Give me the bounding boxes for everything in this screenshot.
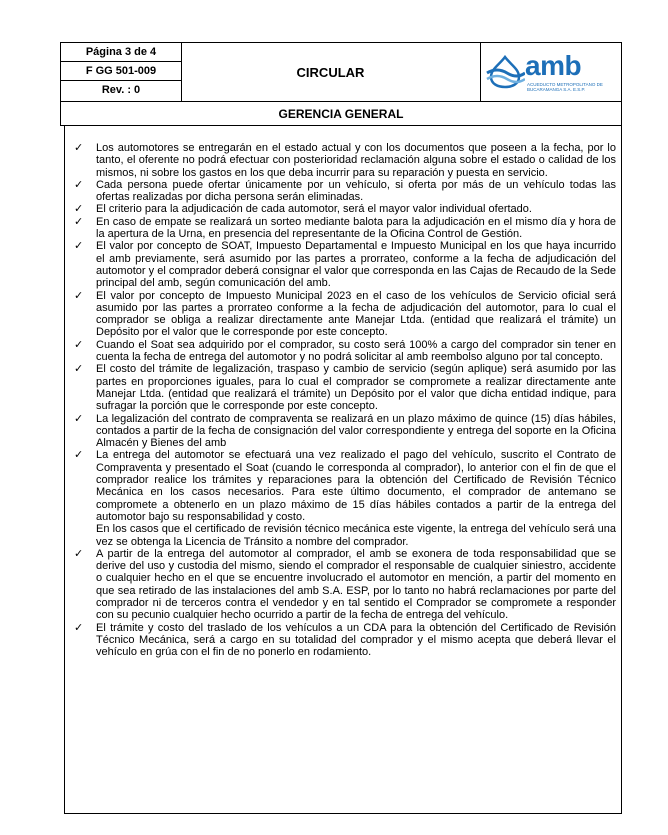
department-title: GERENCIA GENERAL [278, 106, 404, 121]
checkmark-icon: ✓ [74, 203, 84, 216]
list-item [74, 142, 616, 179]
list-item-text: Cada persona puede ofertar únicamente por un vehículo, si oferta por más de un vehículo todas las ofertas realizadas por dicha persona serán eliminadas. [96, 178, 616, 204]
checkmark-icon: ✓ [74, 240, 84, 253]
amb-logo [481, 43, 621, 102]
list-item-extra-text: En los casos que el certificado de revisión técnico mecánica este vigente, la entrega del vehículo será una vez se obtenga la Licencia de Tránsito a nombre del comprador. [96, 523, 616, 548]
list-item-text: El valor por concepto de Impuesto Municipal 2023 en el caso de los vehículos de Servicio oficial será asumido por las partes a prorrateo conforme a la fecha de adjudicación del automotor, para lo cual el comprador se obliga a realizar directamente ante Manejar Ltda. (entidad que realizará el trámite) un Depósito por el valor que le corresponde por este concepto. [96, 289, 616, 339]
water-drop-icon [485, 55, 525, 89]
checkmark-icon: ✓ [74, 142, 84, 154]
checkmark-icon: ✓ [74, 289, 84, 302]
checkmark-icon: ✓ [74, 412, 84, 425]
list-item [74, 216, 616, 241]
list-item [74, 203, 616, 215]
page-number: Página 3 de 4 [61, 43, 181, 62]
list-item-text: La legalización del contrato de compraventa se realizará en un plazo máximo de quince (15) días hábiles, contados a partir de la fecha de consignación del valor correspondiente y entrega del soporte en la Oficina Almacén y Bienes del amb [96, 412, 616, 450]
checkmark-icon: ✓ [74, 547, 84, 560]
logo-subtitle: ACUEDUCTO METROPOLITANO DE BUCARAMANGA S.A. E.S.P. [527, 82, 603, 92]
list-item-text: El trámite y costo del traslado de los vehículos a un CDA para la obtención del Certificado de Revisión Técnico Mecánica, será a cargo en su totalidad del comprador y el mismo acepta que deberá llevar el vehículo en grúa con el fin de no ponerlo en rodamiento. [96, 621, 616, 659]
list-item-text: El criterio para la adjudicación de cada automotor, será el mayor valor individual ofertado. [96, 203, 532, 216]
document-type: CIRCULAR [181, 43, 481, 102]
checkmark-icon: ✓ [74, 178, 84, 191]
list-item [74, 363, 616, 412]
list-item-text: La entrega del automotor se efectuará una vez realizado el pago del vehículo, suscrito el Contrato de Compraventa y presentado el Soat (cuando le corresponda al comprador), lo anterior con el fin de que el comprador realice los trámites y reparaciones para la obtención del Certificado de Revisión Técnico Mecánica en los casos necesarios. Para este último documento, el comprador de antemano se compromete a obtenerlo en un plazo máximo de 15 días hábiles contados a partir de la entrega del automotor bajo su responsabilidad y costo. [96, 449, 616, 523]
checkmark-icon: ✓ [74, 215, 84, 228]
list-item [74, 179, 616, 204]
list-item [74, 548, 616, 622]
checkmark-icon: ✓ [74, 621, 84, 634]
document-header [60, 42, 622, 126]
list-item-text: Los automotores se entregarán en el estado actual y con los documentos que poseen a la fecha, por lo tanto, el oferente no podrá efectuar con posterioridad reclamación alguna sobre el estado o calidad de los mismos, ni sobre los gastos en los que deba incurrir para su reparación y puesta en servicio. [96, 142, 616, 179]
document-code: F GG 501-009 [61, 62, 181, 81]
list-item-text: A partir de la entrega del automotor al comprador, el amb se exonera de toda responsabilidad que se derive del uso y custodia del mismo, siendo el comprador el responsable de cualquier siniestro, accidente o cualquier hecho en el que se encuentre involucrado el automotor en mención, a partir del momento en que sea retirado de las instalaciones del amb S.A. ESP, por lo tanto no habrá reclamaciones por parte del comprador ni de terceros contra el vendedor y en tal sentido el Comprador se compromete a responder con su pecunio cualquier hecho ocurrido a partir de la fecha de entrega del vehículo. [96, 547, 616, 622]
list-item [74, 622, 616, 659]
list-item [74, 339, 616, 364]
conditions-list [74, 142, 616, 658]
list-item-text: En caso de empate se realizará un sorteo mediante balota para la adjudicación en el mismo día y hora de la apertura de la Urna, en presencia del representante de la Oficina Control de Gestión. [96, 215, 616, 241]
list-item-text: Cuando el Soat sea adquirido por el comprador, su costo será 100% a cargo del comprador sin tener en cuenta la fecha de entrega del automotor y no podrá solicitar al amb reembolso alguno por tal concepto. [96, 338, 616, 364]
logo-text: amb [525, 50, 582, 81]
list-item-text: El valor por concepto de SOAT, Impuesto Departamental e Impuesto Municipal en los que haya incurrido el amb previamente, será asumido por las partes a prorrateo, conforme a la fecha de adjudicación del automotor y el comprador deberá consignar el valor que corresponda en las Cajas de Recaudo de la Sede principal del amb, según comunicación del amb. [96, 240, 616, 290]
checkmark-icon: ✓ [74, 338, 84, 351]
checkmark-icon: ✓ [74, 363, 84, 376]
checkmark-icon: ✓ [74, 449, 84, 462]
list-item [74, 290, 616, 339]
header-meta [61, 43, 182, 102]
revision-label: Rev. : 0 [61, 81, 181, 102]
list-item [74, 449, 616, 547]
list-item [74, 413, 616, 450]
list-item-text: El costo del trámite de legalización, traspaso y cambio de servicio (según aplique) será asumido por las partes en proporciones iguales, para lo cual el comprador se compromete a realizar directamente ante Manejar Ltda. (entidad que realizará el trámite) un Depósito por el valor que dicha entidad indique, para sufragar la porción que le corresponde por este concepto. [96, 363, 616, 413]
list-item [74, 240, 616, 289]
